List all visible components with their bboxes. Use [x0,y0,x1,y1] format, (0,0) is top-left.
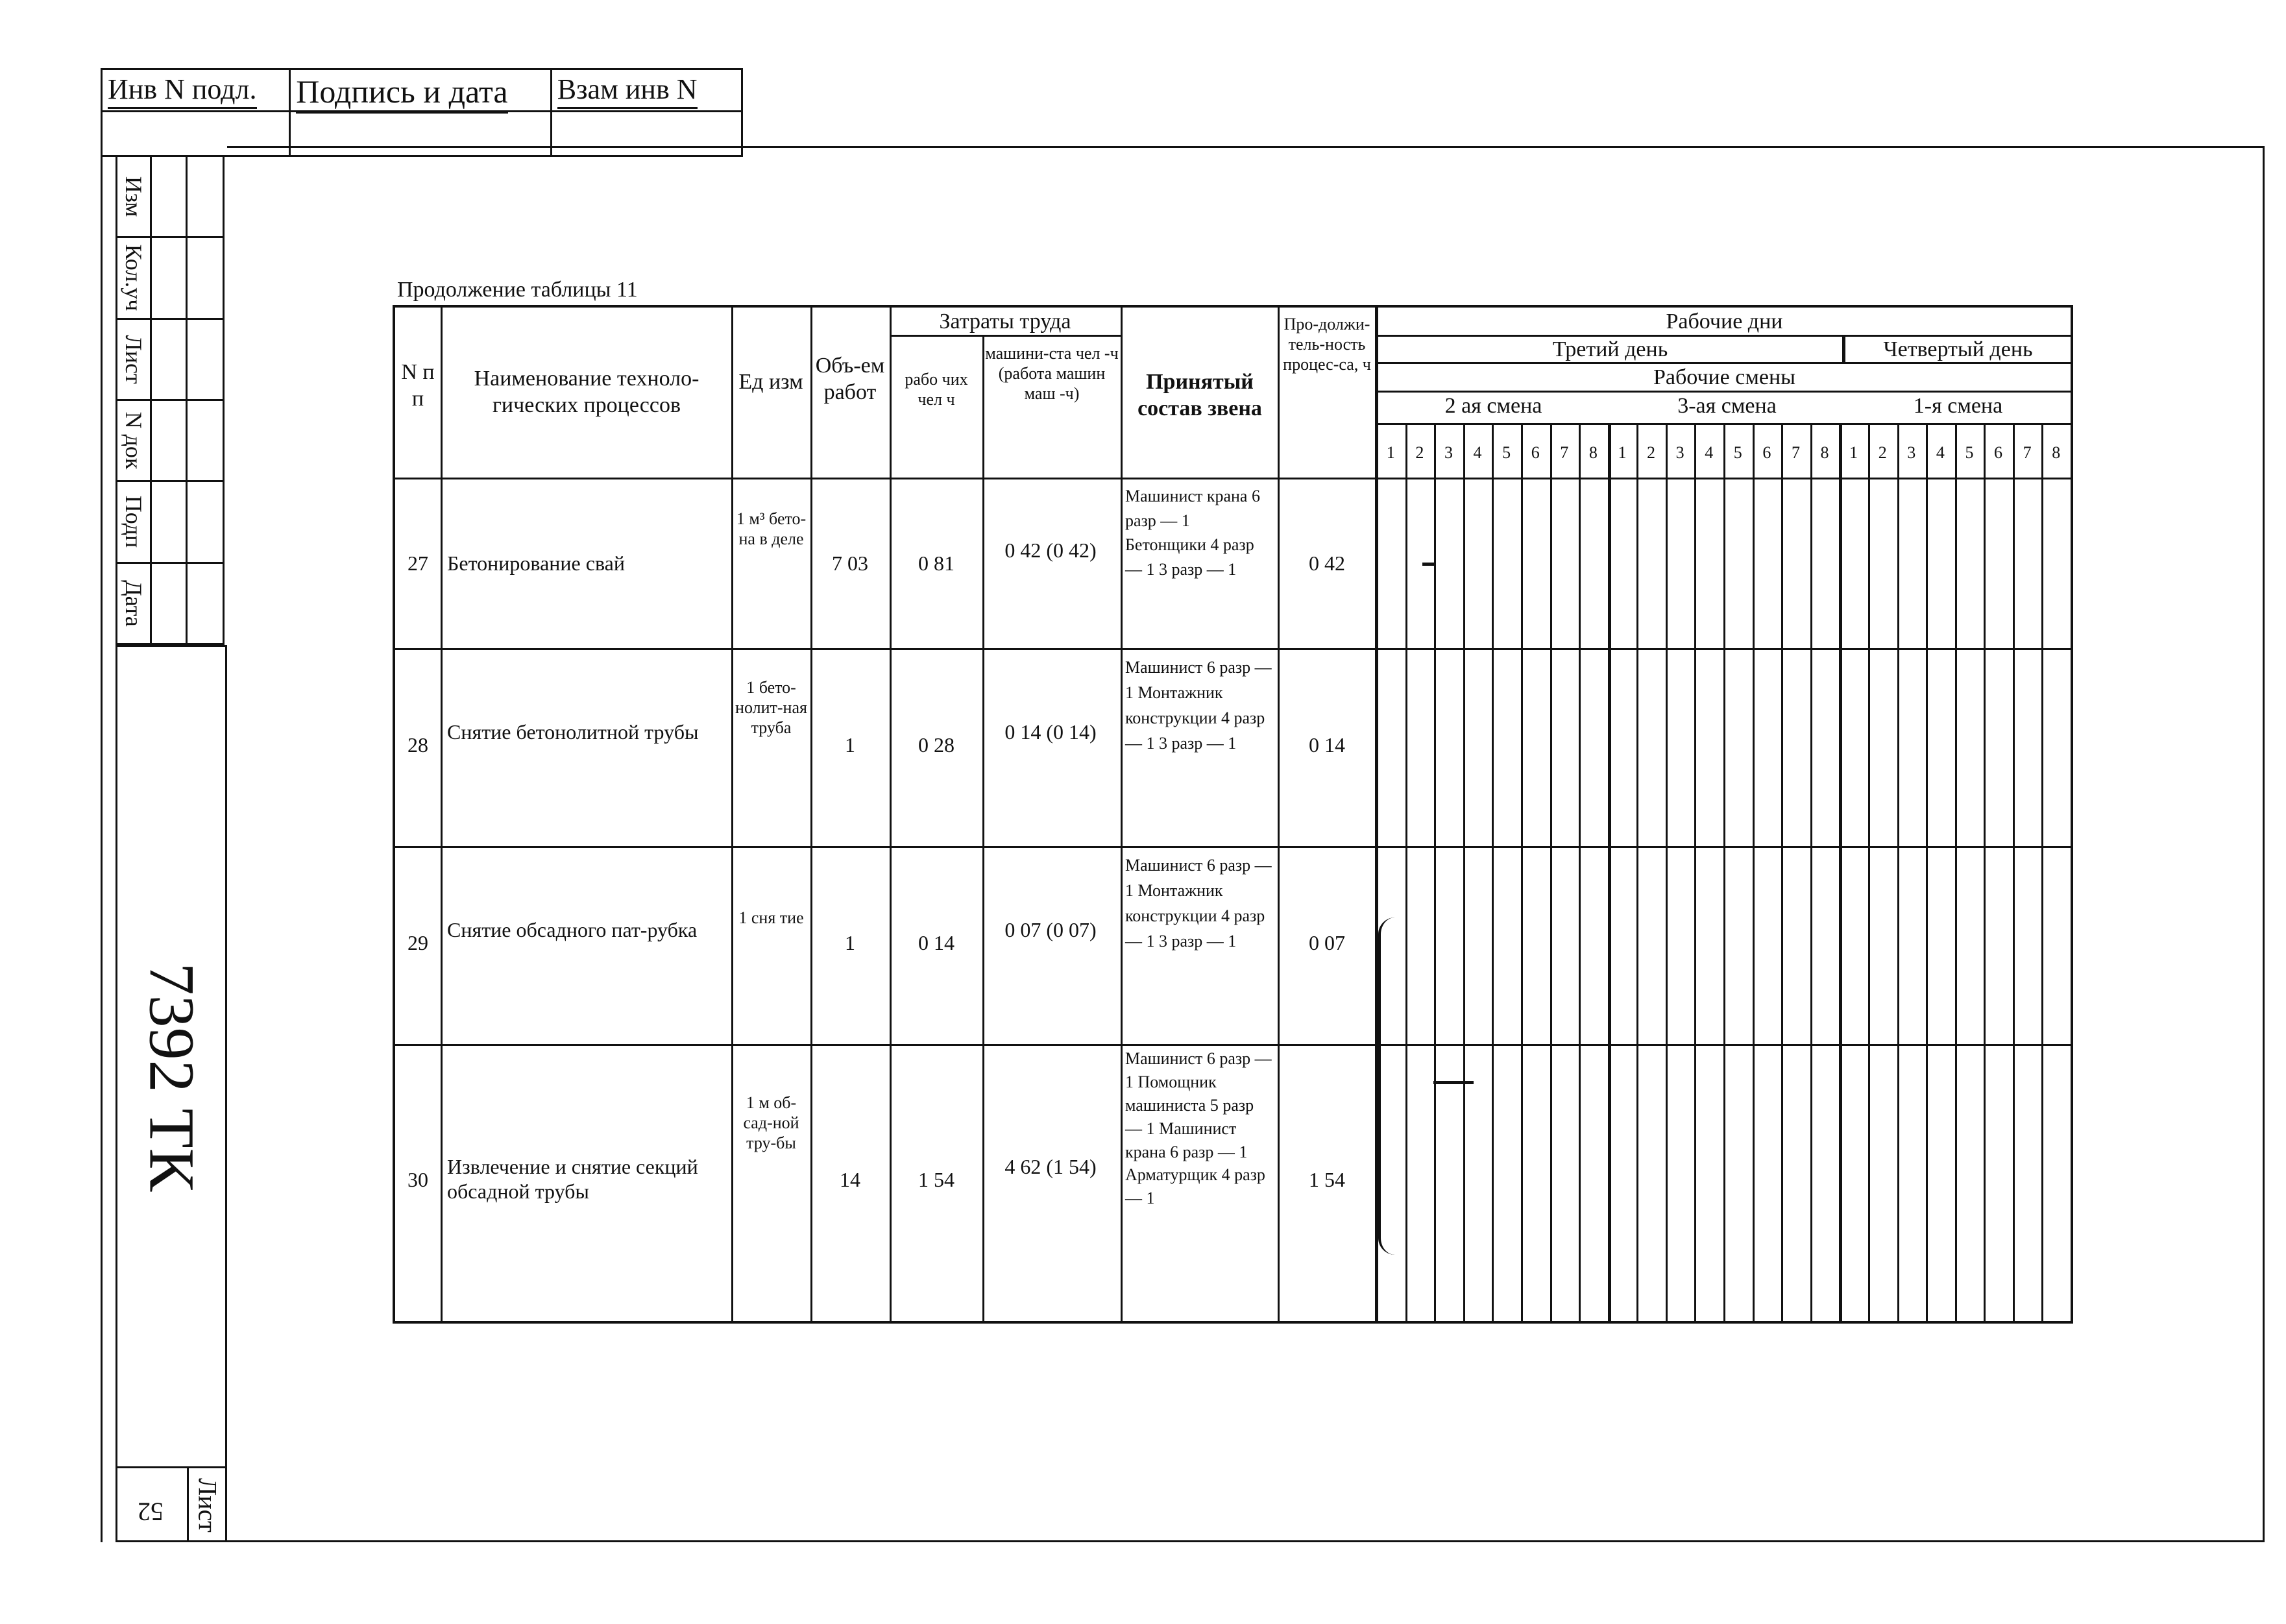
hour-line [1926,423,1928,1321]
row-line [395,846,2071,848]
hour-label: 5 [1733,443,1742,462]
row-unit: 1 м об-сад-ной тру-бы [743,1093,799,1153]
stamp-inv-podl-label: Инв N подл. [108,73,257,109]
hour-label: 4 [1936,443,1945,462]
row-machinist: 0 07 (0 07) [1004,918,1097,941]
row-machinist: 0 14 (0 14) [1004,720,1097,744]
row-crew: Машинист крана 6 разр — 1 Бетонщики 4 разр — 1 3 разр — 1 [1125,487,1260,579]
row-duration: 0 14 [1309,733,1345,757]
header-crew: Принятый состав звена [1137,370,1262,420]
hour-line [1753,423,1755,1321]
row-crew: Машинист 6 разр — 1 Помощник машиниста 5 разр — 1 Машинист крана 6 разр — 1 Арматурщик 4 разр — 1 [1125,1049,1272,1208]
hour-line [1608,423,1611,1321]
hour-line [1434,423,1436,1321]
header-shift1: 1-я смена [1913,394,2003,418]
row-unit: 1 м³ бето-на в деле [736,509,807,549]
row-name: Снятие бетонолитной трубы [447,720,699,744]
sheet-label: Лист [193,1478,223,1533]
header-unit: Ед изм [738,370,803,394]
schedule-table [393,305,2073,1324]
row-num: 28 [407,733,428,757]
header-num: N п п [401,360,435,411]
hour-label: 1 [1386,443,1395,462]
gantt-bar [1422,563,1434,566]
hour-label: 2 [1878,443,1887,462]
side-row [117,482,223,563]
row-duration: 0 42 [1309,551,1345,575]
hour-line [1810,423,1812,1321]
header-shifts: Рабочие смены [1653,365,1796,389]
col-line [1121,308,1123,1321]
hour-label: 5 [1965,443,1974,462]
sheet-number: 52 [138,1497,164,1527]
row-name: Извлечение и снятие секций обсадной трубы [447,1155,698,1204]
hour-line [1984,423,1986,1321]
header-day3: Третий день [1552,337,1668,361]
header-workers: рабо чих чел ч [905,370,968,409]
side-label-podp: Подп [121,496,147,548]
stamp-vzam [552,70,741,155]
header-volume: Объ-ем работ [815,354,885,404]
gantt-brace [1378,917,1395,1255]
col-line [731,308,733,1321]
side-label-list: Лист [121,335,147,384]
header-shift3: 3-ая смена [1677,394,1777,418]
side-label-izm: Изм [121,176,147,217]
row-num: 30 [407,1168,428,1191]
row-name: Бетонирование свай [447,551,625,575]
hour-label: 1 [1849,443,1858,462]
row-machinist: 4 62 (1 54) [1004,1155,1097,1178]
stamp-top [101,68,743,157]
side-row [117,401,223,482]
hour-line [1579,423,1581,1321]
side-label-ndok: N док [121,411,147,470]
row-volume: 14 [840,1168,860,1191]
row-name: Снятие обсадного пат-рубка [447,918,698,941]
row-num: 29 [407,931,428,954]
row-duration: 0 07 [1309,931,1345,954]
header-work-days: Рабочие дни [1666,309,1783,333]
header-machinist: машини-ста чел -ч (работа машин маш -ч) [985,344,1119,404]
hour-line [1723,423,1725,1321]
hour-label: 3 [1907,443,1916,462]
hour-label: 2 [1647,443,1656,462]
side-label-data: Дата [121,579,147,627]
gantt-bar [1433,1081,1474,1084]
header-labor: Затраты труда [939,309,1071,333]
hour-line [1897,423,1899,1321]
col-line [982,335,984,1321]
header-shift2: 2 ая смена [1444,394,1542,418]
hour-line [1781,423,1783,1321]
header-name: Наименование техноло-гических процессов [474,367,699,417]
header-bottom [395,478,2071,479]
hour-label: 8 [1588,443,1598,462]
hour-line [1492,423,1494,1321]
hour-label: 6 [1994,443,2003,462]
hour-label: 6 [1531,443,1540,462]
row-unit: 1 бето-нолит-ная труба [735,678,807,738]
hour-label: 2 [1415,443,1424,462]
row-crew: Машинист 6 разр — 1 Монтажник конструкции 4 разр — 1 3 разр — 1 [1125,658,1272,753]
hour-label: 8 [2052,443,2061,462]
side-row [117,564,223,643]
row-workers: 0 28 [918,733,955,757]
hour-line [1521,423,1523,1321]
hour-line [1550,423,1552,1321]
hour-label: 7 [1560,443,1569,462]
col-line [441,308,443,1321]
side-row [117,157,223,238]
hour-line [1694,423,1696,1321]
stamp-podpis [291,70,552,155]
hour-line [1666,423,1668,1321]
hour-line [1868,423,1870,1321]
side-stamp [116,157,225,645]
side-label-kol: Кол.уч [121,245,147,311]
hour-line [1405,423,1407,1321]
hour-line [1839,423,1842,1321]
hour-label: 5 [1502,443,1511,462]
hour-line [2041,423,2043,1321]
hour-label: 8 [1820,443,1829,462]
row-volume: 7 03 [832,551,868,575]
row-duration: 1 54 [1309,1168,1345,1191]
stamp-podpis-label: Подпись и дата [296,73,507,114]
row-machinist: 0 42 (0 42) [1004,539,1097,562]
side-row [117,238,223,319]
hour-line [1463,423,1465,1321]
hour-label: 3 [1675,443,1684,462]
hour-label: 6 [1762,443,1771,462]
hour-label: 4 [1705,443,1714,462]
row-volume: 1 [845,931,855,954]
hour-label: 1 [1618,443,1627,462]
document-code: 7392 ТК [136,962,208,1192]
hour-line [2013,423,2015,1321]
row-workers: 0 81 [918,551,955,575]
hour-label: 7 [2023,443,2032,462]
row-line [395,1044,2071,1046]
stamp-vzam-label: Взам инв N [557,73,698,109]
header-day4: Четвертый день [1883,337,2033,361]
hour-label: 7 [1791,443,1800,462]
row-line [395,648,2071,650]
row-unit: 1 сня тие [738,908,804,927]
hour-line [1955,423,1957,1321]
days-line [1375,423,2071,425]
stamp-inv-podl [103,70,291,155]
row-workers: 0 14 [918,931,955,954]
row-crew: Машинист 6 разр — 1 Монтажник конструкции 4 разр — 1 3 разр — 1 [1125,856,1272,951]
hour-label: 3 [1444,443,1453,462]
row-num: 27 [407,551,428,575]
row-workers: 1 54 [918,1168,955,1191]
hour-line [1636,423,1638,1321]
row-volume: 1 [845,733,855,757]
hour-label: 4 [1473,443,1482,462]
header-duration: Про-должи-тель-ность процес-са, ч [1283,315,1371,374]
side-row [117,320,223,401]
table-caption: Продолжение таблицы 11 [397,278,638,302]
